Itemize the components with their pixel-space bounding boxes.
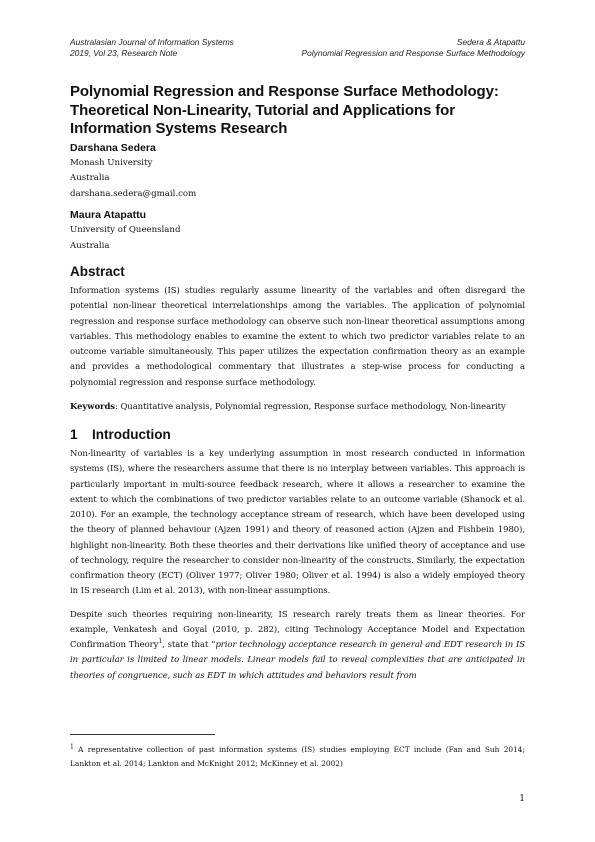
author-block (70, 208, 525, 254)
running-authors: Sedera & Atapattu (456, 37, 525, 47)
footnote-divider (70, 734, 215, 735)
footnote-reference[interactable]: 1 (158, 638, 163, 646)
abstract-text: Information systems (IS) studies regularly assume linearity of the variables and often disregard the potential non-linear theoretical interrelationships among the variables. The application of polynomial regression and response surface methodology can observe such non-linear theoretical assumptions among variables. This methodology enables to examine the extent to which two predictor variables relate to an outcome variable simultaneously. This paper utilizes the expectation confirmation theory as an example and provides a methodological commentary that illustrates a step-wise process for conducting a polynomial regression and response surface methodology. (70, 285, 525, 387)
author-name: Maura Atapattu (70, 209, 147, 221)
running-header-right (302, 37, 525, 59)
author-email[interactable]: darshana.sedera@gmail.com (70, 188, 197, 199)
author-country: Australia (70, 173, 110, 183)
section-heading-introduction (70, 426, 525, 443)
section-number: 1 (70, 427, 78, 442)
keywords-text: : Quantitative analysis, Polynomial regression, Response surface methodology, Non-linearity (115, 400, 506, 411)
section-title: Introduction (92, 427, 171, 442)
author-country: Australia (70, 240, 110, 251)
footnote (70, 743, 525, 770)
page-number: 1 (519, 794, 525, 804)
running-header-left (70, 37, 234, 59)
paragraph-text: Despite such theories requiring non-linearity, IS research rarely treats them as linear theories. For example, Venkatesh and Goyal (2010, p. 282), citing Technology Acceptance Model and Expectation Confirmation Theory (70, 608, 525, 649)
journal-name: Australasian Journal of Information Systems (70, 37, 234, 47)
author-block (70, 141, 525, 203)
abstract-heading: Abstract (70, 264, 125, 279)
running-title: Polynomial Regression and Response Surface Methodology (301, 48, 525, 58)
footnote-text: A representative collection of past information systems (IS) studies employing ECT include (Fan and Suh 2014; Lankton et al. 2014; Lankton and McKnight 2012; McKinney et al. 2002) (70, 745, 525, 768)
keywords (70, 399, 525, 414)
intro-paragraph-1: Non-linearity of variables is a key underlying assumption in most research conducted in information systems (IS), where the researchers assume that there is no interplay between variables. This approach is particularly important in multi-source feedback research, where it allows a researcher to examine the extent to which the combinations of two predictor variables relate to an outcome variable (Shanock et al. 2010). For an example, the technology acceptance stream of research, which have been developed using the theory of planned behaviour (Ajzen 1991) and theory of reasoned action (Ajzen and Fishbein 1980), highlight non-linearity. Both these theories and their derivations like unified theory of acceptance and use of technology, require the researcher to consider non-linearity of the constructs. Similarly, the expectation confirmation theory (ECT) (Oliver 1977; Oliver 1980; Oliver et al. 1994) is also a widely employed theory in IS research (Lim et al. 2013), with non-linear assumptions. (70, 448, 525, 596)
quotation-text: prior technology acceptance research in general and EDT research in IS in particular is limited to linear models. Linear models fail to reveal complexities that are anticipated in theories of congruence, such as EDT in which attitudes and behaviors result from (70, 639, 525, 680)
author-name: Darshana Sedera (70, 141, 156, 154)
footnote-marker: 1 (70, 743, 74, 751)
author-institution: University of Queensland (70, 225, 181, 235)
volume-line: 2019, Vol 23, Research Note (70, 48, 178, 58)
author-institution: Monash University (70, 157, 153, 168)
intro-paragraph-2 (70, 607, 525, 683)
paragraph-text: , state that “ (162, 639, 216, 649)
paper-title: Polynomial Regression and Response Surface Methodology: Theoretical Non-Linearity, Tutorial and Applications for Information Systems Research (70, 83, 499, 137)
keywords-label: Keywords (70, 400, 116, 411)
main-content (70, 83, 525, 683)
